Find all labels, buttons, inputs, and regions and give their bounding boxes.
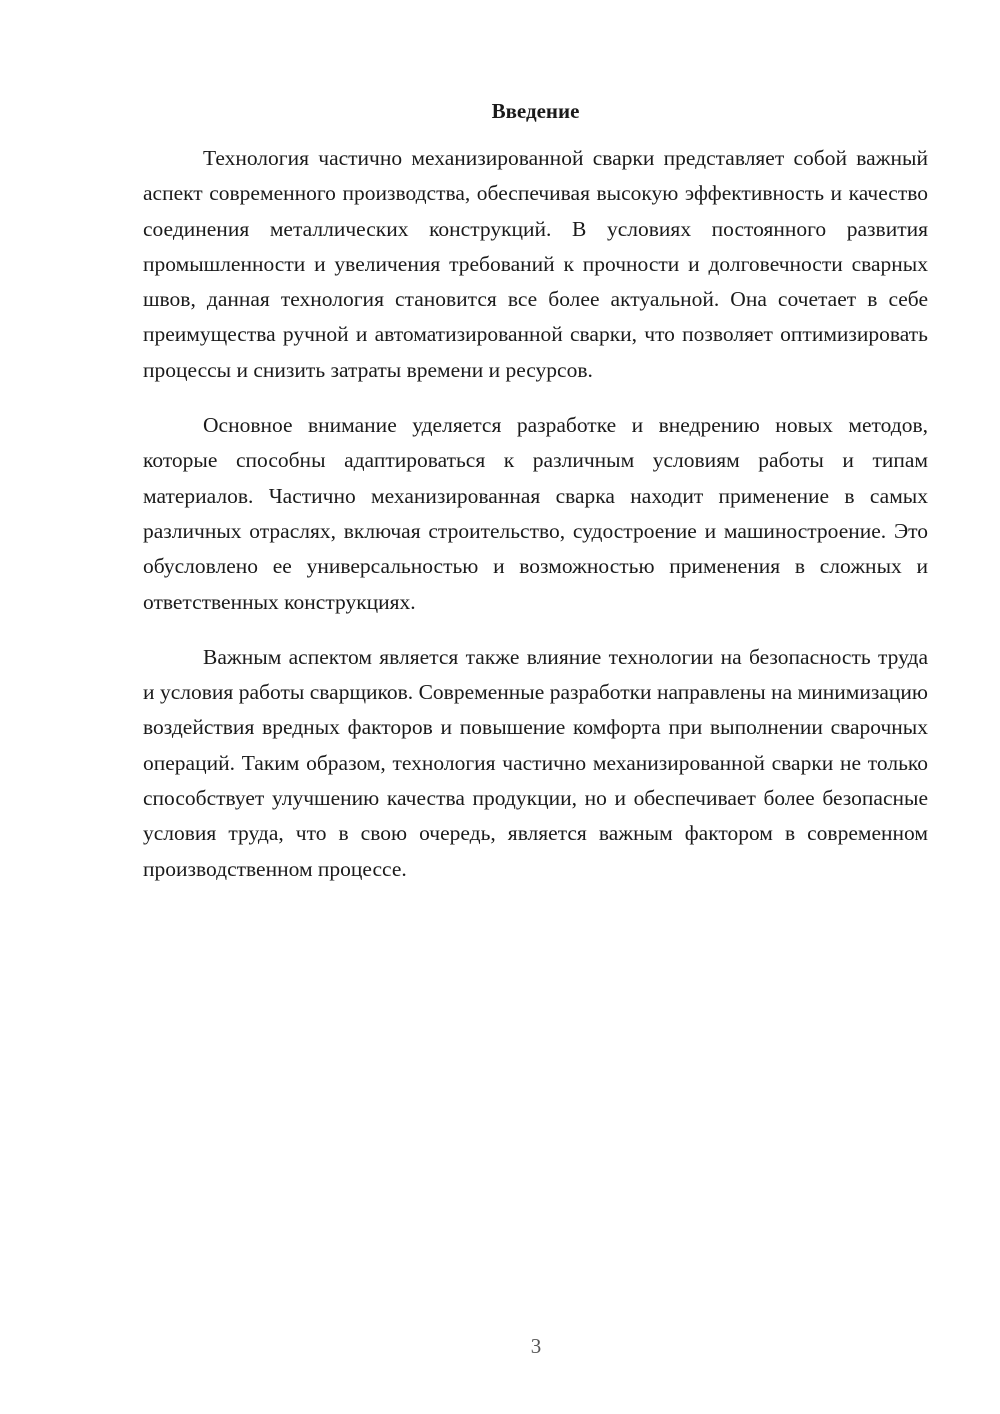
page-number: 3 (530, 1334, 542, 1358)
section-heading: Введение (491, 99, 580, 123)
paragraph-methods: Основное внимание уделяется разработке и внедрению новых методов, которые способны адаптироваться к различным условиям работы и типам материалов. Частично механизированная сварка находит применение в самых различных отраслях, включая строительство, судостроение и машиностроение. Это обусловлено ее универсальностью и возможностью применения в сложных и ответственных конструкциях. (143, 413, 928, 614)
paragraph-intro: Технология частично механизированной сварки представляет собой важный аспект современного производства, обеспечивая высокую эффективность и качество соединения металлических конструкций. В условиях постоянного развития промышленности и увеличения требований к прочности и долговечности сварных швов, данная технология становится все более актуальной. Она сочетает в себе преимущества ручной и автоматизированной сварки, что позволяет оптимизировать процессы и снизить затраты времени и ресурсов. (143, 146, 928, 382)
body-text (143, 141, 928, 907)
paragraph-safety: Важным аспектом является также влияние технологии на безопасность труда и условия работы сварщиков. Современные разработки направлены на минимизацию воздействия вредных факторов и повышение комфорта при выполнении сварочных операций. Таким образом, технология частично механизированной сварки не только способствует улучшению качества продукции, но и обеспечивает более безопасные условия труда, что в свою очередь, является важным фактором в современном производственном процессе. (143, 644, 928, 881)
